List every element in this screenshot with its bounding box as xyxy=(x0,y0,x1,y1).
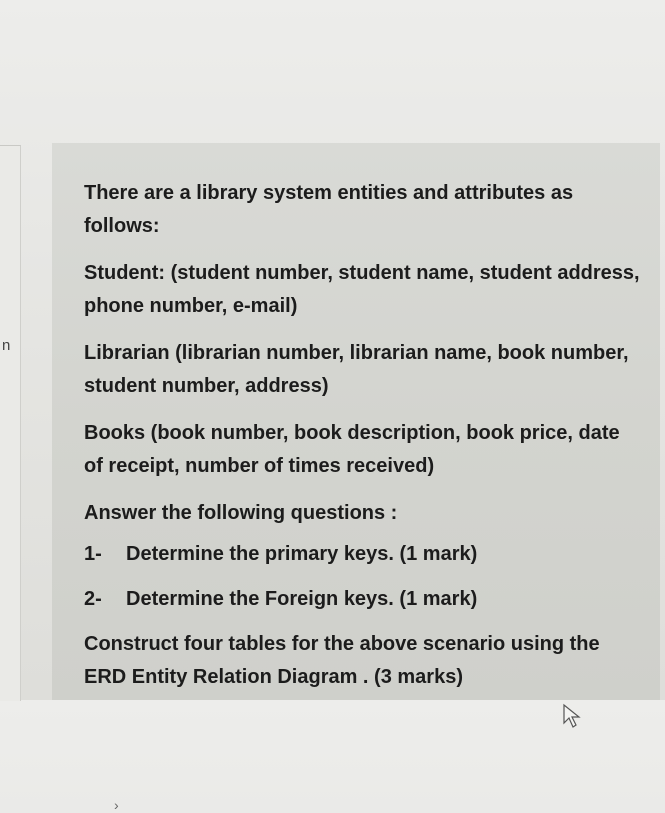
student-entity: Student: (student number, student name, student address, phone number, e-mail) xyxy=(84,262,640,317)
librarian-entity: Librarian (librarian number, librarian name, book number, student number, address) xyxy=(84,342,629,397)
question-2-number: 2- xyxy=(84,588,102,610)
question-card xyxy=(52,143,660,813)
intro-text: There are a library system entities and attributes as follows: xyxy=(84,182,574,237)
question-1-number: 1- xyxy=(84,543,102,565)
text-caret-mark: › xyxy=(114,797,119,813)
question-1-text: Determine the primary keys. (1 mark) xyxy=(126,543,478,565)
mouse-pointer-icon xyxy=(562,703,582,729)
question-1 xyxy=(84,538,644,571)
left-adjacent-panel xyxy=(0,145,21,701)
side-letter: n xyxy=(2,337,11,354)
question-2 xyxy=(84,583,644,616)
question-2-text: Determine the Foreign keys. (1 mark) xyxy=(126,588,478,610)
questions-heading: Answer the following questions : xyxy=(84,502,398,524)
books-entity: Books (book number, book description, book price, date of receipt, number of times received) xyxy=(84,422,620,477)
construct-text: Construct four tables for the above scenario using the ERD Entity Relation Diagram . (3 marks) xyxy=(84,633,600,688)
question-content xyxy=(84,177,644,708)
